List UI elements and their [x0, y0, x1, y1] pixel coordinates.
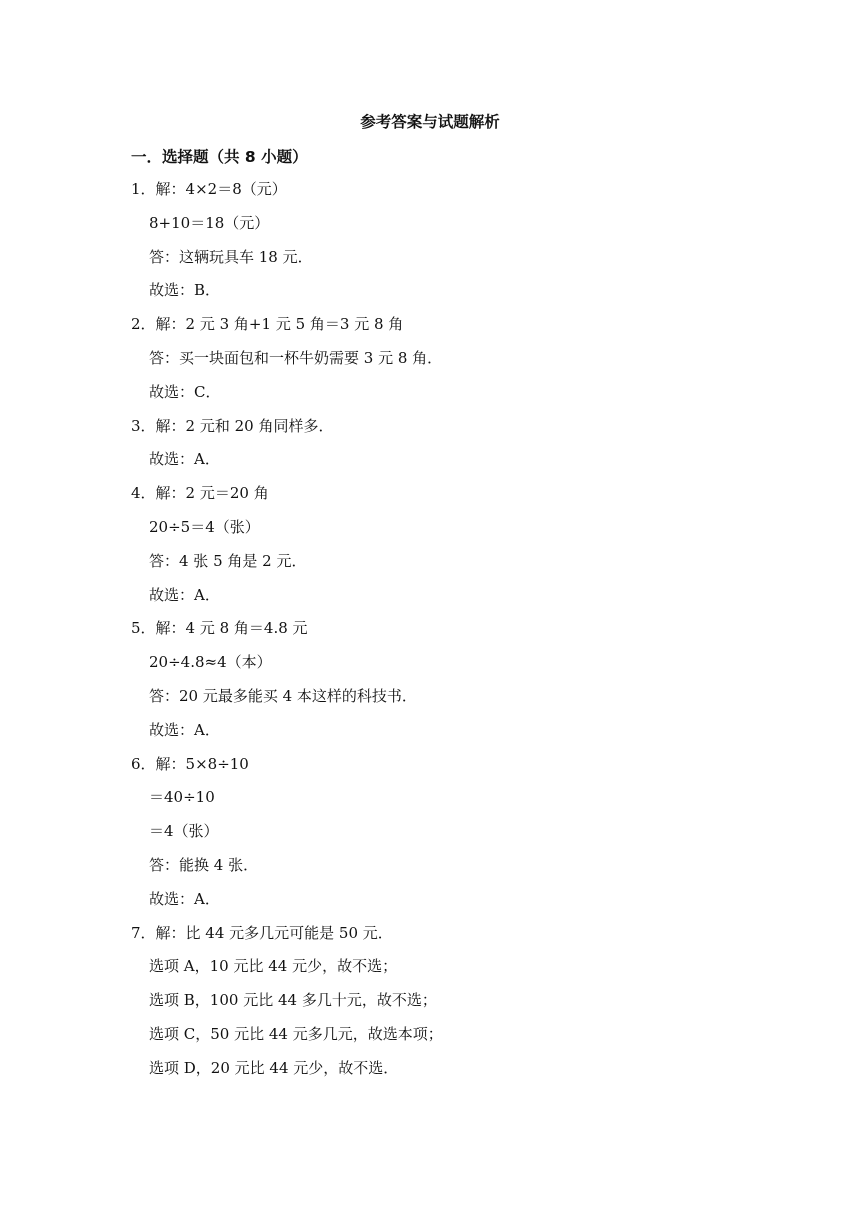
question-answer-line: 3．解：2 元和 20 角同样多．	[131, 416, 334, 435]
solution-step-line: 故选：C．	[149, 382, 221, 401]
question-answer-line: 4．解：2 元＝20 角	[131, 484, 269, 503]
answer-lines	[0, 178, 860, 1091]
solution-step-line: 答：能换 4 张．	[149, 855, 259, 874]
solution-step-line: 答：4 张 5 角是 2 元．	[149, 551, 307, 570]
question-answer-line: 2．解：2 元 3 角+1 元 5 角＝3 元 8 角	[131, 315, 404, 334]
solution-step-line: 故选：A．	[149, 889, 220, 908]
solution-step-line: 答：20 元最多能买 4 本这样的科技书．	[149, 686, 417, 705]
question-answer-line: 1．解：4×2＝8（元）	[131, 180, 287, 198]
solution-step-line: ＝4（张）	[149, 822, 219, 841]
solution-step-line: 选项 B，100 元比 44 多几十元，故不选；	[149, 991, 437, 1010]
section-heading: 一．选择题（共 8 小题）	[131, 148, 308, 166]
solution-step-line: 故选：A．	[149, 720, 220, 739]
solution-step-line: 故选：B．	[149, 281, 221, 300]
question-answer-line: 5．解：4 元 8 角＝4.8 元	[131, 619, 308, 638]
solution-step-line: 答：买一块面包和一杯牛奶需要 3 元 8 角．	[149, 348, 443, 367]
solution-step-line: 20÷5＝4（张）	[149, 517, 260, 536]
solution-step-line: 20÷4.8≈4（本）	[149, 653, 272, 672]
solution-step-line: 选项 C，50 元比 44 元多几元，故选本项；	[149, 1024, 443, 1043]
question-answer-line: 6．解：5×8÷10	[131, 754, 249, 773]
question-answer-line: 7．解：比 44 元多几元可能是 50 元．	[131, 923, 393, 942]
solution-step-line: ＝40÷10	[149, 788, 215, 807]
solution-step-line: 故选：A．	[149, 585, 220, 604]
solution-step-line: 8+10＝18（元）	[149, 213, 270, 232]
solution-step-line: 选项 A，10 元比 44 元少，故不选；	[149, 957, 398, 976]
solution-step-line: 答：这辆玩具车 18 元．	[149, 247, 313, 266]
solution-step-line: 故选：A．	[149, 450, 220, 469]
solution-step-line: 选项 D，20 元比 44 元少，故不选．	[149, 1058, 399, 1077]
document-title: 参考答案与试题解析	[360, 113, 500, 131]
